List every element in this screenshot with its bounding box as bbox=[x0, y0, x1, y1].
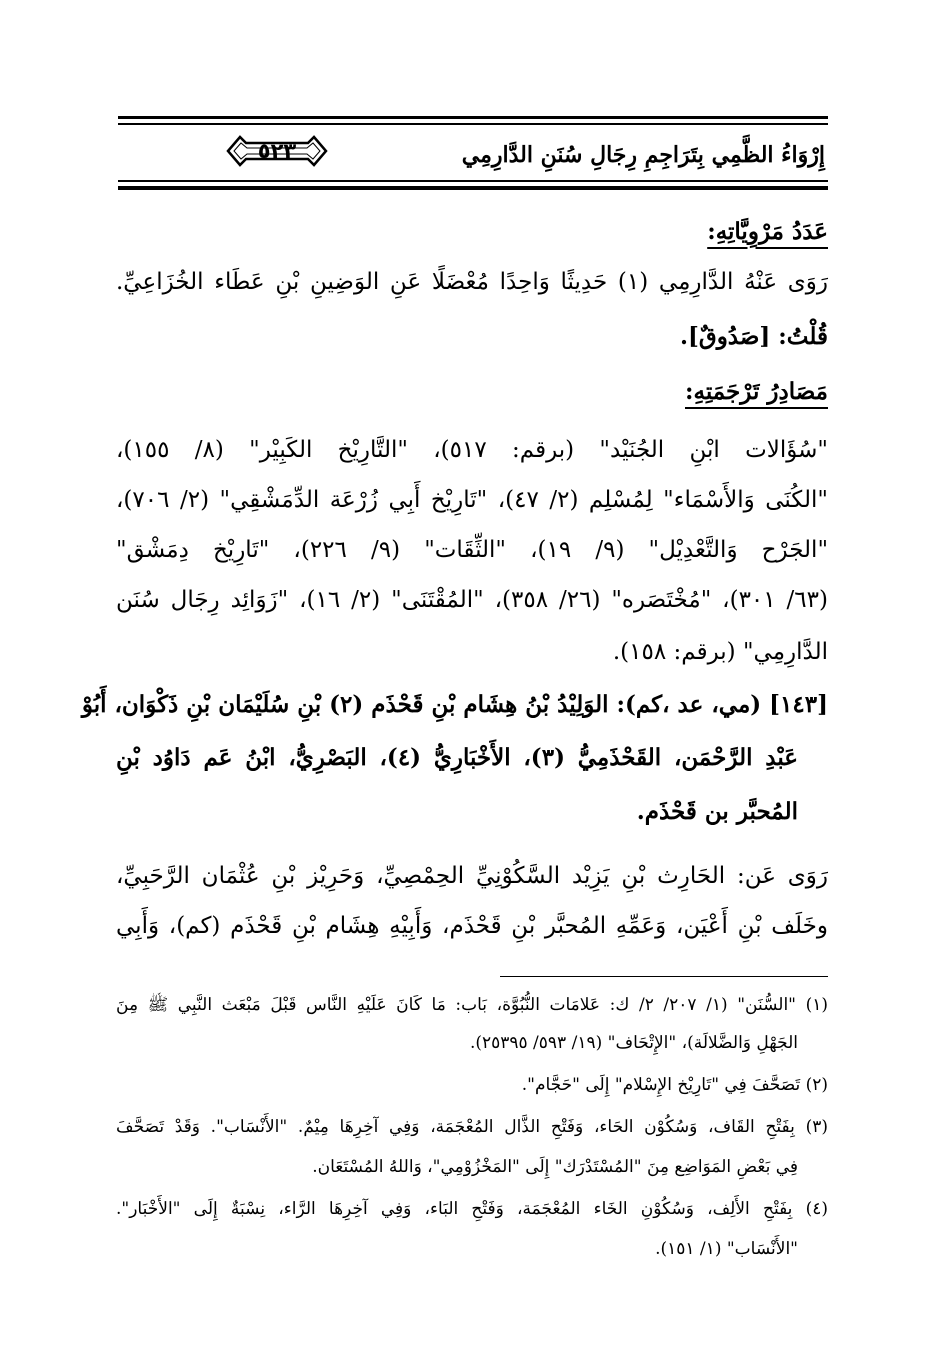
verdict-line: قُلْتُ: [صَدُوقٌ]. bbox=[679, 323, 828, 350]
entry-title-line: عَبْدِ الرَّحْمَن، القَحْذَمِيُّ (٣)، الأَخْبَارِيُّ (٤)، البَصْرِيُّ، ابْنُ عَم دَاوُد بْنِ bbox=[116, 744, 798, 771]
page-number: ٥٢٣ bbox=[257, 139, 297, 163]
header-rule-bottom-thin bbox=[118, 180, 828, 182]
header-rule-top-thin bbox=[118, 123, 828, 125]
page-number-badge bbox=[226, 131, 328, 171]
footnote-line: (١) "السُّنَن" (١/ ٢٠٧/ ٢/ ك: عَلامَات النُّبُوَّة، بَاب: مَا كَانَ عَلَيْهِ النَّاس قَبْلَ مَبْعَث النَّبِي ﷺ مِنَ bbox=[116, 995, 828, 1015]
sources-line: "الجَرْح وَالتَّعْدِيْل" (٩/ ١٩)، "الثِّقَات" (٩/ ٢٢٦)، "تَارِيْخ دِمَشْق" bbox=[116, 537, 829, 563]
running-title: إِرْوَاءُ الظَّمِي بِتَرَاجِمِ رِجَالِ سُنَنِ الدَّارِمِي bbox=[461, 142, 825, 168]
count-line: رَوَى عَنْهُ الدَّارِمِي (١) حَدِيثًا وَاحِدًا مُعْضَلًا عَنِ الوَضِينِ بْنِ عَطَاء الخُزَاعِيِّ. bbox=[116, 269, 828, 295]
footnote-line: (٢) تَصَحَّفَ فِي "تَارِيْخ الإِسْلام" إِلَى "حَجَّام". bbox=[521, 1075, 828, 1095]
sources-line: الدَّارِمِي" (برقم: ١٥٨). bbox=[612, 639, 828, 665]
narrated-from-line: رَوَى عَن: الحَارِث بْنِ يَزِيْد السَّكُوْنِيِّ الحِمْصِيِّ، وَحَرِيْز بْنِ عُثْمَان الرَّحَبِيِّ، bbox=[116, 863, 828, 889]
footnote-separator bbox=[500, 976, 828, 977]
narrated-from-line: وخَلَف بْنِ أَعْيَن، وَعَمِّهِ المُحبَّر بْنِ قَحْذَم، وَأَبِيْهِ هِشَام بْنِ قَحْذَم (كم)، وَأَبِي bbox=[116, 913, 828, 939]
sources-line: "سُؤَالات ابْنِ الجُنَيْد" (برقم: ٥١٧)، "التَّارِيْخ الكَبِيْر" (٨/ ١٥٥)، bbox=[116, 437, 828, 463]
count-heading: عَدَدُ مَرْوِيَّاتِهِ: bbox=[707, 218, 828, 245]
footnote-line: فِي بَعْضِ المَوَاضِع مِنَ "المُسْتَدْرَك" إِلَى "المَخْزُوْمِي"، وَاللهُ المُسْتَعَان. bbox=[312, 1157, 798, 1177]
entry-title-line: المُحبَّر بن قَحْذَم. bbox=[636, 798, 798, 825]
footnote-line: (٤) بِفَتْحِ الأَلِف، وَسُكُوْنِ الخَاء المُعْجَمَة، وَفَتْحِ البَاء، وَفِي آخِرِهَا الرَّاء، نِسْبَةٌ إِلَى "الأَخْبَار". bbox=[116, 1199, 828, 1219]
sources-line: "الكُنَى وَالأَسْمَاء" لِمُسْلِم (٢/ ٤٧)، "تَارِيْخ أَبِي زُرْعَة الدِّمَشْقِي" (٢/ ٧٠٦)، bbox=[116, 487, 828, 513]
header-rule-bottom bbox=[118, 186, 828, 190]
entry-title-line: [١٤٣] (مي، عد ،كم): الوَلِيْدُ بْنُ هِشَام بْنِ قَحْذَم (٢) بْنِ سُلَيْمَان بْنِ ذَكْوَان، أَبُوْ bbox=[81, 691, 828, 718]
sources-heading: مَصَادِرُ تَرْجَمَتِهِ: bbox=[685, 378, 828, 405]
footnote-line: "الأَنْسَاب" (١/ ١٥١). bbox=[655, 1239, 798, 1259]
sources-line: (٦٣/ ٣٠١)، "مُخْتَصَره" (٢٦/ ٣٥٨)، "المُقْتَنَى" (٢/ ١٦)، "زَوَائِد رِجَال سُنَن bbox=[116, 587, 828, 613]
header-rule-top bbox=[118, 116, 828, 119]
footnote-line: الجَهْلِ وَالضَّلالَة)، "الإِتْحَاف" (١٩/ ٥٩٣/ ٢٥٣٩٥). bbox=[469, 1033, 798, 1053]
footnote-line: (٣) بِفَتْحِ القَاف، وَسُكُوْن الحَاء، وَفَتْحِ الذَّال المُعْجَمَة، وَفِي آخِرِهَا مِيْمٌ. "الأَنْسَاب". وَقَدْ تَصَحَّفَ bbox=[116, 1117, 828, 1137]
